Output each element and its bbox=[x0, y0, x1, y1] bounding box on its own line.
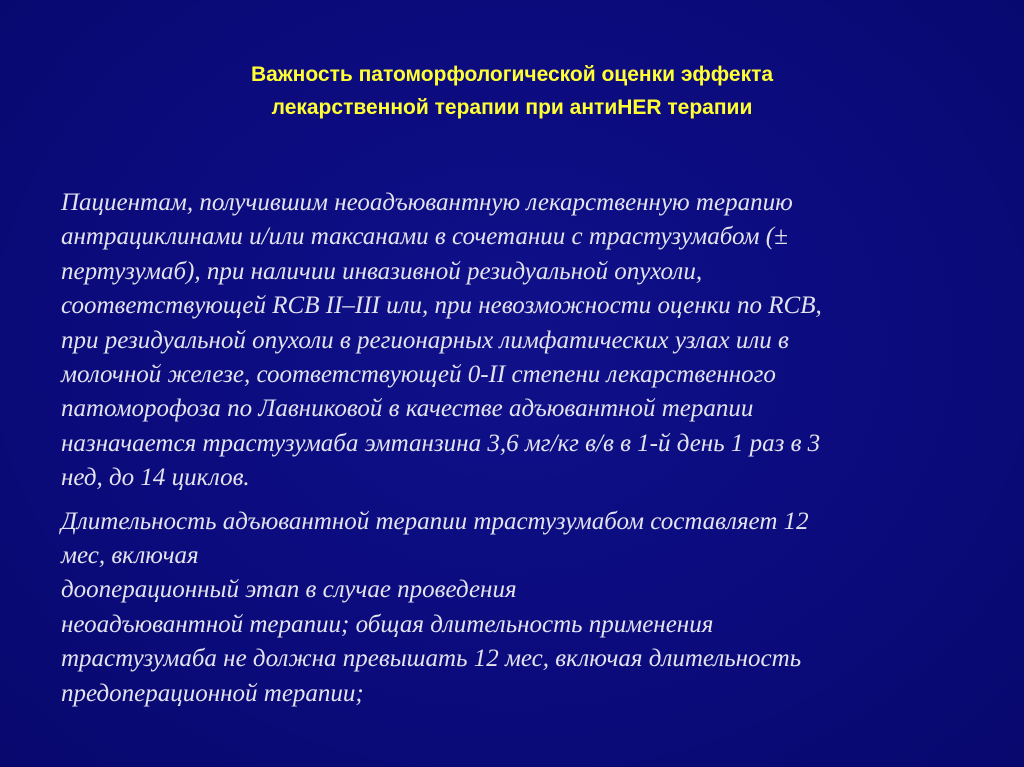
text-fragment: мес, включая bbox=[61, 542, 199, 570]
text-line: трастузумаба не должна превышать 12 мес, включая длительность bbox=[61, 645, 802, 673]
text-line bbox=[61, 539, 961, 608]
slide-body bbox=[61, 186, 961, 711]
text-line: нед, до 14 циклов. bbox=[61, 464, 250, 492]
text-line: назначается трастузумаба эмтанзина 3,6 мг/кг в/в в 1-й день 1 раз в 3 bbox=[61, 429, 821, 457]
text-line: молочной железе, соответствующей 0-II степени лекарственного bbox=[61, 361, 776, 389]
text-line: неоадъювантной терапии; общая длительность применения bbox=[61, 610, 714, 638]
text-line: Длительность адъювантной терапии трастузумабом составляет 12 bbox=[61, 507, 809, 535]
text-line: патоморофоза по Лавниковой в качестве адъювантной терапии bbox=[61, 395, 754, 423]
slide-title bbox=[60, 58, 964, 124]
text-line: Пациентам, получившим неоадъювантную лекарственную терапию bbox=[61, 189, 793, 216]
text-line: при резидуальной опухоли в регионарных лимфатических узлах или в bbox=[61, 326, 789, 354]
text-line: антрациклинами и/или таксанами в сочетании с трастузумабом (± bbox=[61, 223, 788, 251]
paragraph-adjuvant-t-dm1 bbox=[61, 186, 961, 496]
title-line: лекарственной терапии при антиHER терапии bbox=[271, 96, 753, 119]
paragraph-trastuzumab-duration bbox=[61, 505, 961, 711]
text-line: соответствующей RCB II–III или, при невозможности оценки по RCB, bbox=[61, 292, 822, 320]
text-line: предоперационной терапии; bbox=[61, 679, 364, 707]
title-line: Важность патоморфологической оценки эффекта bbox=[250, 63, 774, 86]
text-line: пертузумаб), при наличии инвазивной резидуальной опухоли, bbox=[61, 257, 703, 285]
text-fragment: дооперационный этап в случае проведения bbox=[61, 576, 517, 604]
